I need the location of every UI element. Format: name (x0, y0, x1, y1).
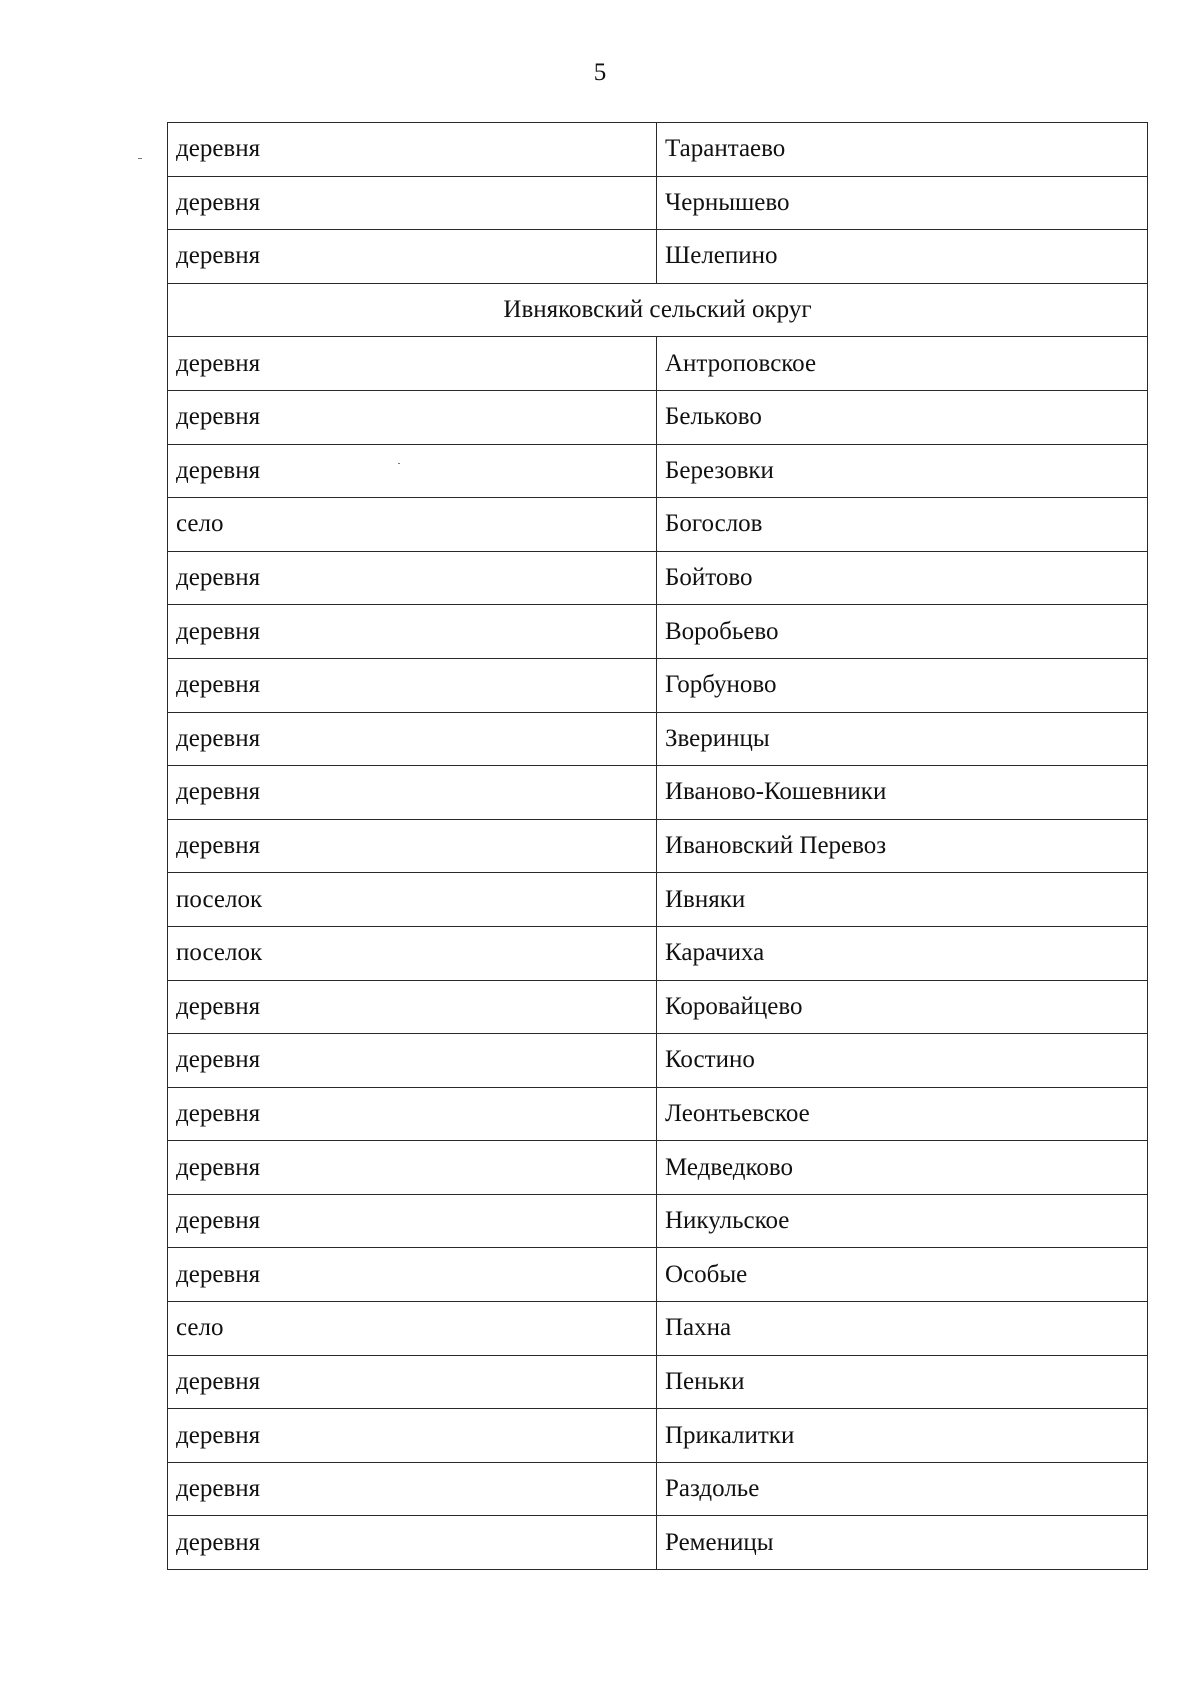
page-number: 5 (593, 59, 607, 86)
settlement-name-cell: Воробьево (657, 605, 1148, 659)
settlement-type-cell: деревня (168, 1462, 657, 1516)
settlement-name-cell: Зверинцы (657, 712, 1148, 766)
settlements-table (167, 122, 1148, 1570)
settlement-name-cell: Богослов (657, 498, 1148, 552)
settlement-type-cell: деревня (168, 551, 657, 605)
settlement-name-cell: Коровайцево (657, 980, 1148, 1034)
table-row (168, 337, 1148, 391)
settlement-name-cell: Никульское (657, 1194, 1148, 1248)
settlement-name-cell: Бельково (657, 390, 1148, 444)
table-row (168, 1141, 1148, 1195)
settlement-name-cell: Леонтьевское (657, 1087, 1148, 1141)
settlement-type-cell: деревня (168, 123, 657, 177)
settlement-type-cell: деревня (168, 176, 657, 230)
settlement-name-cell: Березовки (657, 444, 1148, 498)
settlement-name-cell: Чернышево (657, 176, 1148, 230)
settlement-type-cell: деревня (168, 1355, 657, 1409)
settlement-name-cell: Иваново-Кошевники (657, 766, 1148, 820)
table-row (168, 123, 1148, 177)
settlement-name-cell: Раздолье (657, 1462, 1148, 1516)
settlement-name-cell: Антроповское (657, 337, 1148, 391)
settlement-type-cell: деревня (168, 980, 657, 1034)
settlement-type-cell: деревня (168, 766, 657, 820)
table-row (168, 1194, 1148, 1248)
settlement-type-cell: деревня (168, 658, 657, 712)
settlement-name-cell: Ивняки (657, 873, 1148, 927)
section-header-row (168, 283, 1148, 337)
settlement-type-cell: село (168, 498, 657, 552)
settlement-type-cell: деревня (168, 605, 657, 659)
table-row (168, 498, 1148, 552)
table-row (168, 1248, 1148, 1302)
section-title: Ивняковский сельский округ (168, 283, 1148, 337)
settlement-type-cell: деревня (168, 1087, 657, 1141)
table-row (168, 1462, 1148, 1516)
table-row (168, 605, 1148, 659)
settlement-type-cell: поселок (168, 873, 657, 927)
table-row (168, 551, 1148, 605)
settlement-name-cell: Карачиха (657, 926, 1148, 980)
table-row (168, 444, 1148, 498)
settlement-name-cell: Бойтово (657, 551, 1148, 605)
table-row (168, 390, 1148, 444)
settlement-type-cell: деревня (168, 337, 657, 391)
settlement-name-cell: Медведково (657, 1141, 1148, 1195)
table-row (168, 1087, 1148, 1141)
table-row (168, 1355, 1148, 1409)
settlement-name-cell: Пеньки (657, 1355, 1148, 1409)
settlement-name-cell: Прикалитки (657, 1409, 1148, 1463)
settlement-type-cell: деревня (168, 819, 657, 873)
settlement-type-cell: деревня (168, 1409, 657, 1463)
settlement-name-cell: Шелепино (657, 230, 1148, 284)
table-row (168, 1302, 1148, 1356)
settlement-type-cell: деревня (168, 712, 657, 766)
scan-speck (138, 158, 142, 159)
table-row (168, 873, 1148, 927)
settlement-name-cell: Горбуново (657, 658, 1148, 712)
settlement-type-cell: деревня (168, 230, 657, 284)
settlement-type-cell: деревня (168, 1248, 657, 1302)
settlement-name-cell: Тарантаево (657, 123, 1148, 177)
table-row (168, 819, 1148, 873)
settlement-name-cell: Костино (657, 1034, 1148, 1088)
settlement-name-cell: Ивановский Перевоз (657, 819, 1148, 873)
settlements-table-body (168, 123, 1148, 1570)
table-row (168, 766, 1148, 820)
settlement-name-cell: Ременицы (657, 1516, 1148, 1570)
table-row (168, 980, 1148, 1034)
table-row (168, 1034, 1148, 1088)
table-row (168, 658, 1148, 712)
table-row (168, 926, 1148, 980)
table-row (168, 230, 1148, 284)
scan-speck (398, 463, 400, 464)
table-row (168, 1516, 1148, 1570)
settlement-name-cell: Особые (657, 1248, 1148, 1302)
settlement-type-cell: поселок (168, 926, 657, 980)
table-row (168, 712, 1148, 766)
settlement-name-cell: Пахна (657, 1302, 1148, 1356)
settlement-type-cell: деревня (168, 444, 657, 498)
settlement-type-cell: деревня (168, 1194, 657, 1248)
settlement-type-cell: деревня (168, 1516, 657, 1570)
table-row (168, 176, 1148, 230)
settlement-type-cell: село (168, 1302, 657, 1356)
table-row (168, 1409, 1148, 1463)
settlement-type-cell: деревня (168, 390, 657, 444)
settlement-type-cell: деревня (168, 1141, 657, 1195)
settlement-type-cell: деревня (168, 1034, 657, 1088)
